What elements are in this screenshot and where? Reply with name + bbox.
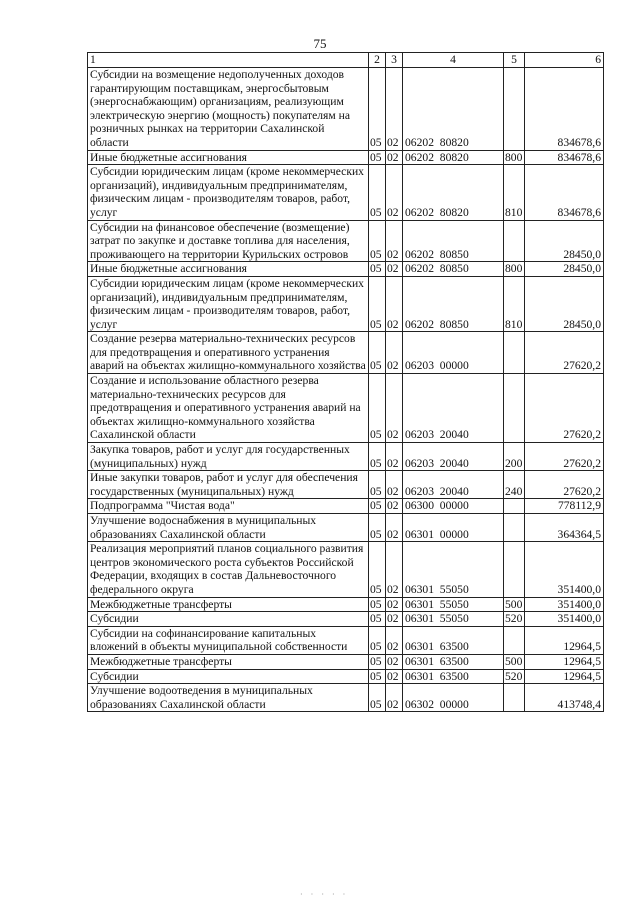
cell-c5: 520 xyxy=(504,612,525,627)
cell-c5 xyxy=(504,374,525,443)
budget-table xyxy=(87,52,604,712)
cell-c6: 28450,0 xyxy=(525,262,604,277)
table-row xyxy=(88,471,604,499)
page-number: 75 xyxy=(313,36,327,51)
cell-c5: 800 xyxy=(504,150,525,165)
cell-c3: 02 xyxy=(386,220,403,262)
cell-c4: 06203 20040 xyxy=(403,471,504,499)
table-row xyxy=(88,150,604,165)
cell-c2: 05 xyxy=(369,150,386,165)
cell-c6: 12964,5 xyxy=(525,654,604,669)
cell-c5 xyxy=(504,499,525,514)
header-col-1: 1 xyxy=(88,53,369,68)
cell-c6: 351400,0 xyxy=(525,542,604,597)
cell-c2: 05 xyxy=(369,669,386,684)
table-body xyxy=(88,68,604,712)
cell-c1: Субсидии xyxy=(88,612,369,627)
cell-c4: 06301 00000 xyxy=(403,514,504,542)
table-row xyxy=(88,262,604,277)
cell-c3: 02 xyxy=(386,499,403,514)
cell-c5: 810 xyxy=(504,276,525,331)
cell-c3: 02 xyxy=(386,669,403,684)
cell-c1: Межбюджетные трансферты xyxy=(88,654,369,669)
cell-c2: 05 xyxy=(369,626,386,654)
cell-c2: 05 xyxy=(369,165,386,220)
table-row xyxy=(88,276,604,331)
cell-c1: Закупка товаров, работ и услуг для государственных (муниципальных) нужд xyxy=(88,443,369,471)
table-row xyxy=(88,684,604,712)
cell-c5 xyxy=(504,68,525,151)
cell-c4: 06202 80850 xyxy=(403,262,504,277)
cell-c6: 834678,6 xyxy=(525,68,604,151)
cell-c5 xyxy=(504,542,525,597)
cell-c2: 05 xyxy=(369,514,386,542)
cell-c3: 02 xyxy=(386,150,403,165)
cell-c1: Реализация мероприятий планов социального развития центров экономического роста субъектов Российской Федерации, входящих в состав Дальневосточного федерального округа xyxy=(88,542,369,597)
cell-c4: 06202 80850 xyxy=(403,276,504,331)
cell-c6: 27620,2 xyxy=(525,443,604,471)
cell-c6: 27620,2 xyxy=(525,471,604,499)
cell-c1: Улучшение водоснабжения в муниципальных образованиях Сахалинской области xyxy=(88,514,369,542)
cell-c3: 02 xyxy=(386,374,403,443)
cell-c5: 810 xyxy=(504,165,525,220)
table-row xyxy=(88,374,604,443)
table-row xyxy=(88,654,604,669)
cell-c5 xyxy=(504,332,525,374)
cell-c6: 27620,2 xyxy=(525,374,604,443)
cell-c4: 06202 80820 xyxy=(403,68,504,151)
cell-c2: 05 xyxy=(369,499,386,514)
cell-c4: 06202 80850 xyxy=(403,220,504,262)
cell-c2: 05 xyxy=(369,542,386,597)
cell-c3: 02 xyxy=(386,332,403,374)
cell-c3: 02 xyxy=(386,276,403,331)
cell-c2: 05 xyxy=(369,276,386,331)
table-row xyxy=(88,597,604,612)
cell-c5: 520 xyxy=(504,669,525,684)
cell-c5 xyxy=(504,626,525,654)
cell-c6: 413748,4 xyxy=(525,684,604,712)
cell-c3: 02 xyxy=(386,654,403,669)
cell-c5: 500 xyxy=(504,654,525,669)
cell-c6: 834678,6 xyxy=(525,165,604,220)
cell-c1: Субсидии на софинансирование капитальных вложений в объекты муниципальной собственности xyxy=(88,626,369,654)
cell-c4: 06302 00000 xyxy=(403,684,504,712)
cell-c4: 06301 63500 xyxy=(403,654,504,669)
cell-c5 xyxy=(504,684,525,712)
cell-c2: 05 xyxy=(369,374,386,443)
table-row xyxy=(88,220,604,262)
cell-c3: 02 xyxy=(386,612,403,627)
cell-c3: 02 xyxy=(386,471,403,499)
cell-c6: 27620,2 xyxy=(525,332,604,374)
cell-c2: 05 xyxy=(369,443,386,471)
cell-c4: 06301 63500 xyxy=(403,626,504,654)
header-col-3: 3 xyxy=(386,53,403,68)
cell-c6: 351400,0 xyxy=(525,597,604,612)
cell-c1: Иные закупки товаров, работ и услуг для обеспечения государственных (муниципальных) нужд xyxy=(88,471,369,499)
table-row xyxy=(88,669,604,684)
cell-c1: Улучшение водоотведения в муниципальных образованиях Сахалинской области xyxy=(88,684,369,712)
cell-c2: 05 xyxy=(369,654,386,669)
cell-c1: Межбюджетные трансферты xyxy=(88,597,369,612)
cell-c4: 06301 55050 xyxy=(403,542,504,597)
cell-c1: Подпрограмма "Чистая вода" xyxy=(88,499,369,514)
cell-c1: Субсидии юридическим лицам (кроме некоммерческих организаций), индивидуальным предпринимателям, физическим лицам - производителям товаров, работ, услуг xyxy=(88,165,369,220)
cell-c1: Субсидии юридическим лицам (кроме некоммерческих организаций), индивидуальным предпринимателям, физическим лицам - производителям товаров, работ, услуг xyxy=(88,276,369,331)
cell-c4: 06301 55050 xyxy=(403,597,504,612)
header-col-4: 4 xyxy=(403,53,504,68)
cell-c3: 02 xyxy=(386,514,403,542)
table-row xyxy=(88,499,604,514)
cell-c5: 500 xyxy=(504,597,525,612)
cell-c4: 06202 80820 xyxy=(403,165,504,220)
cell-c2: 05 xyxy=(369,612,386,627)
cell-c6: 28450,0 xyxy=(525,276,604,331)
cell-c5 xyxy=(504,514,525,542)
table-row xyxy=(88,542,604,597)
cell-c4: 06300 00000 xyxy=(403,499,504,514)
cell-c5: 200 xyxy=(504,443,525,471)
table-row xyxy=(88,626,604,654)
table-row xyxy=(88,443,604,471)
cell-c1: Иные бюджетные ассигнования xyxy=(88,262,369,277)
header-col-2: 2 xyxy=(369,53,386,68)
cell-c2: 05 xyxy=(369,471,386,499)
cell-c4: 06301 55050 xyxy=(403,612,504,627)
cell-c2: 05 xyxy=(369,68,386,151)
cell-c1: Субсидии на финансовое обеспечение (возмещение) затрат по закупке и доставке топлива для населения, проживающего на территории Курильских островов xyxy=(88,220,369,262)
cell-c4: 06203 00000 xyxy=(403,332,504,374)
table-row xyxy=(88,68,604,151)
cell-c1: Создание резерва материально-технических ресурсов для предотвращения и оперативного устранения аварий на объектах жилищно-коммунального хозяйства xyxy=(88,332,369,374)
cell-c3: 02 xyxy=(386,262,403,277)
cell-c1: Создание и использование областного резерва материально-технических ресурсов для предотвращения и оперативного устранения аварий на объектах жилищно-коммунального хозяйства Сахалинской области xyxy=(88,374,369,443)
cell-c5: 800 xyxy=(504,262,525,277)
cell-c6: 28450,0 xyxy=(525,220,604,262)
table-row xyxy=(88,514,604,542)
cell-c5: 240 xyxy=(504,471,525,499)
cell-c2: 05 xyxy=(369,597,386,612)
cell-c4: 06203 20040 xyxy=(403,374,504,443)
table-row xyxy=(88,332,604,374)
cell-c3: 02 xyxy=(386,542,403,597)
cell-c1: Иные бюджетные ассигнования xyxy=(88,150,369,165)
cell-c6: 364364,5 xyxy=(525,514,604,542)
header-col-5: 5 xyxy=(504,53,525,68)
table-row xyxy=(88,165,604,220)
cell-c2: 05 xyxy=(369,220,386,262)
cell-c4: 06301 63500 xyxy=(403,669,504,684)
cell-c6: 778112,9 xyxy=(525,499,604,514)
cell-c4: 06202 80820 xyxy=(403,150,504,165)
header-col-6: 6 xyxy=(525,53,604,68)
cell-c3: 02 xyxy=(386,165,403,220)
cell-c4: 06203 20040 xyxy=(403,443,504,471)
cell-c5 xyxy=(504,220,525,262)
cell-c3: 02 xyxy=(386,626,403,654)
cell-c2: 05 xyxy=(369,262,386,277)
cell-c3: 02 xyxy=(386,597,403,612)
cell-c6: 12964,5 xyxy=(525,626,604,654)
cell-c6: 351400,0 xyxy=(525,612,604,627)
cell-c1: Субсидии xyxy=(88,669,369,684)
cell-c3: 02 xyxy=(386,68,403,151)
scan-noise: · · · · · xyxy=(300,890,349,899)
table-row xyxy=(88,612,604,627)
cell-c2: 05 xyxy=(369,332,386,374)
cell-c2: 05 xyxy=(369,684,386,712)
cell-c6: 12964,5 xyxy=(525,669,604,684)
cell-c3: 02 xyxy=(386,443,403,471)
cell-c1: Субсидии на возмещение недополученных доходов гарантирующим поставщикам, энергосбытовым (энергоснабжающим) организациям, реализующим электрическую энергию (мощность) покупателям на розничных рынках на территории Сахалинской области xyxy=(88,68,369,151)
cell-c3: 02 xyxy=(386,684,403,712)
table-header-row xyxy=(88,53,604,68)
cell-c6: 834678,6 xyxy=(525,150,604,165)
